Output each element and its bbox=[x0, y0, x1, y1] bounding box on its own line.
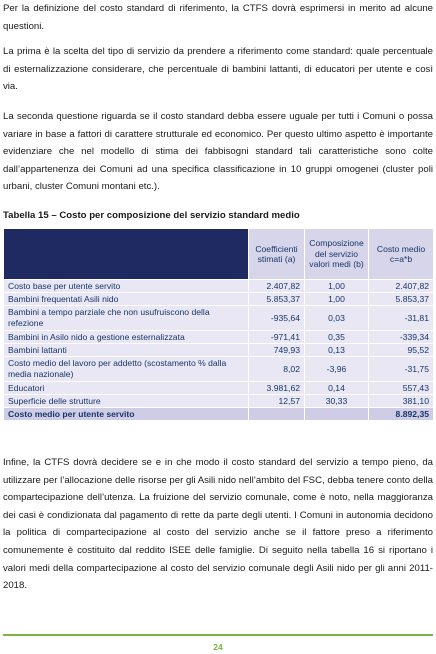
cell-composition: 1,00 bbox=[305, 293, 369, 306]
table-row bbox=[4, 357, 434, 382]
row-label: Costo base per utente servito bbox=[4, 280, 249, 293]
cell-average-cost: 2.407,82 bbox=[369, 280, 434, 293]
table-row bbox=[4, 280, 434, 293]
cell-composition: 0,13 bbox=[305, 344, 369, 357]
cost-composition-table bbox=[3, 228, 434, 421]
footer-divider bbox=[3, 634, 433, 636]
cell-composition: -3,96 bbox=[305, 357, 369, 382]
row-label: Educatori bbox=[4, 382, 249, 395]
paragraph-first-question: La prima è la scelta del tipo di servizio da prendere a riferimento come standard: quale percentuale di esternalizzazione considerare, che percentuale di bambini lattanti, di educatori per utente e così via. bbox=[3, 46, 433, 93]
total-average-cost: 8.892,35 bbox=[369, 408, 434, 421]
row-label: Bambini lattanti bbox=[4, 344, 249, 357]
cell-coefficient: 3.981,62 bbox=[249, 382, 305, 395]
row-label: Costo medio del lavoro per addetto (scostamento % dalla media nazionale) bbox=[4, 357, 249, 382]
total-coefficient bbox=[249, 408, 305, 421]
cell-average-cost: 5.853,37 bbox=[369, 293, 434, 306]
header-average-cost: Costo medio c=a*b bbox=[369, 229, 434, 280]
row-label: Superficie delle strutture bbox=[4, 395, 249, 408]
cell-coefficient: 749,93 bbox=[249, 344, 305, 357]
cell-coefficient: -971,41 bbox=[249, 331, 305, 344]
table-row bbox=[4, 344, 434, 357]
table-header-row bbox=[4, 229, 434, 280]
cell-coefficient: 2.407,82 bbox=[249, 280, 305, 293]
total-label: Costo medio per utente servito bbox=[4, 408, 249, 421]
cell-average-cost: 557,43 bbox=[369, 382, 434, 395]
row-label: Bambini a tempo parziale che non usufruiscono della refezione bbox=[4, 306, 249, 331]
paragraph-user-contribution: Infine, la CTFS dovrà decidere se e in che modo il costo standard del servizio a tempo pieno, da utilizzare per l’allocazione delle risorse per gli Asili nido nell’ambito del FSC, debba tenere conto della compartecipazione dell’utenza. La fruizione del servizio comunale, come è noto, nella maggioranza dei casi è condizionata dal pagamento di rette da parte degli utenti. I Comuni in autonomia decidono la politica di compartecipazione al costo del servizio anche se il fattore preso a riferimento comunemente è costituito dal reddito ISEE delle famiglie. Di seguito nella tabella 16 si riportano i valori medi della compartecipazione al costo del servizio comunale degli Asili nido per gli anni 2011-2018. bbox=[3, 457, 433, 592]
table-caption: Tabella 15 – Costo per composizione del servizio standard medio bbox=[3, 210, 300, 221]
cell-average-cost: 95,52 bbox=[369, 344, 434, 357]
paragraph-intro: Per la definizione del costo standard di riferimento, la CTFS dovrà esprimersi in merito ad alcune questioni. bbox=[3, 3, 433, 32]
cell-coefficient: 5.853,37 bbox=[249, 293, 305, 306]
cell-composition: 0,35 bbox=[305, 331, 369, 344]
cell-composition: 0,03 bbox=[305, 306, 369, 331]
row-label: Bambini in Asilo nido a gestione esternalizzata bbox=[4, 331, 249, 344]
header-composition: Composizione del servizio valori medi (b) bbox=[305, 229, 369, 280]
row-label: Bambini frequentati Asili nido bbox=[4, 293, 249, 306]
table-row bbox=[4, 382, 434, 395]
table-row bbox=[4, 331, 434, 344]
header-blank-cell bbox=[4, 229, 249, 280]
cell-average-cost: 381,10 bbox=[369, 395, 434, 408]
cell-average-cost: -339,34 bbox=[369, 331, 434, 344]
cell-average-cost: -31,75 bbox=[369, 357, 434, 382]
cell-coefficient: 12,57 bbox=[249, 395, 305, 408]
table-row bbox=[4, 306, 434, 331]
table-row bbox=[4, 293, 434, 306]
cell-coefficient: 8,02 bbox=[249, 357, 305, 382]
header-coefficients: Coefficienti stimati (a) bbox=[249, 229, 305, 280]
paragraph-second-question: La seconda questione riguarda se il costo standard debba essere uguale per tutti i Comuni o possa variare in base a fattori di carattere strutturale ed economico. Per questo ultimo aspetto è importante evidenziare che nel modello di stima dei fabbisogni standard tali caratteristiche sono colte dall’appartenenza dei Comuni ad una specifica classificazione in 10 gruppi omogenei (cluster poli urbani, cluster Comuni montani etc.). bbox=[3, 111, 433, 193]
cell-composition: 0,14 bbox=[305, 382, 369, 395]
table-row bbox=[4, 395, 434, 408]
page-number: 24 bbox=[213, 642, 223, 652]
cell-average-cost: -31,81 bbox=[369, 306, 434, 331]
table-total-row bbox=[4, 408, 434, 421]
cell-coefficient: -935,64 bbox=[249, 306, 305, 331]
total-composition bbox=[305, 408, 369, 421]
cell-composition: 30,33 bbox=[305, 395, 369, 408]
cell-composition: 1,00 bbox=[305, 280, 369, 293]
